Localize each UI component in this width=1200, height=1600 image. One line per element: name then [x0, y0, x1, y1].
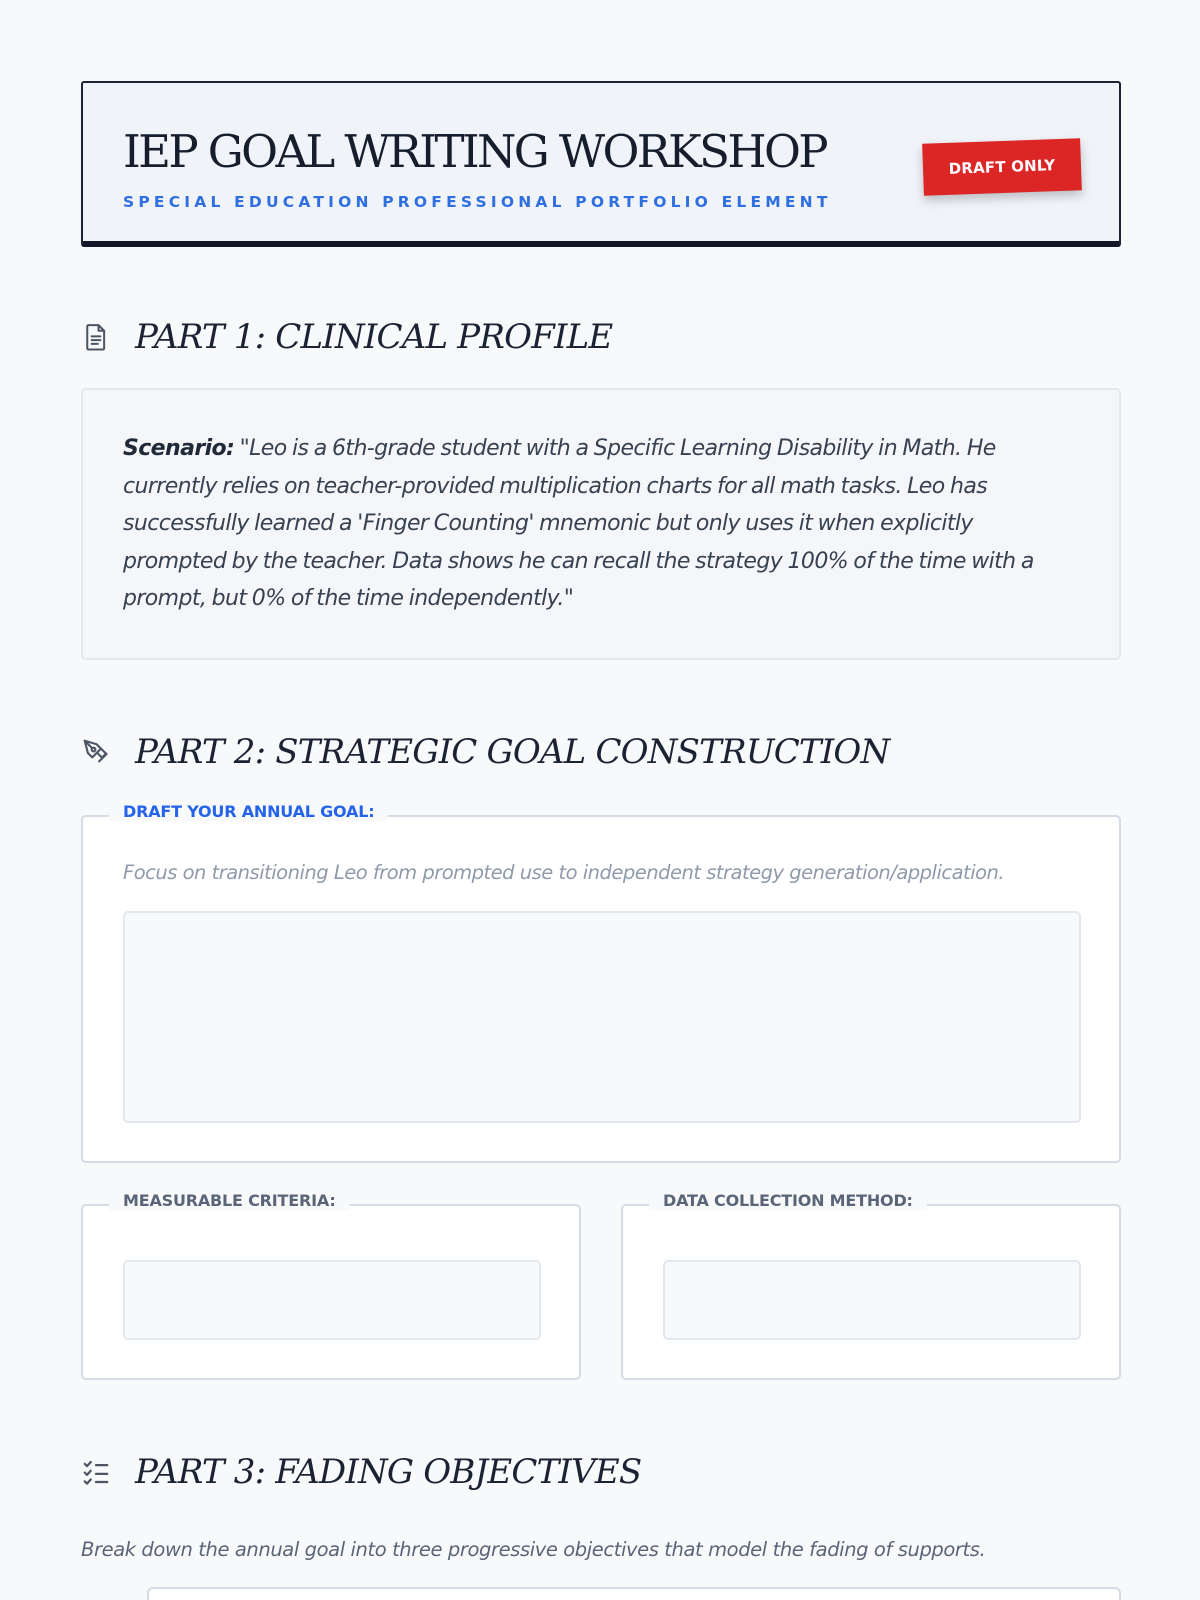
page-title: IEP GOAL WRITING WORKSHOP — [123, 125, 826, 178]
measurable-criteria-input[interactable] — [123, 1260, 541, 1340]
data-collection-label: DATA COLLECTION METHOD: — [649, 1191, 927, 1210]
data-collection-input[interactable] — [663, 1260, 1081, 1340]
part3-title: PART 3: FADING OBJECTIVES — [135, 1452, 642, 1492]
annual-goal-label: DRAFT YOUR ANNUAL GOAL: — [109, 802, 388, 821]
scenario-text: "Leo is a 6th-grade student with a Specific Learning Disability in Math. He currently relies on teacher-provided multiplication charts for all math tasks. Leo has successfully learned a 'Finger Counting' mnemonic but only uses it when explicitly prompted by the teacher. Data shows he can recall the strategy 100% of the time with a prompt, but 0% of the time independently." — [123, 436, 1034, 611]
annual-goal-textarea[interactable] — [123, 911, 1081, 1123]
part2-title: PART 2: STRATEGIC GOAL CONSTRUCTION — [135, 732, 890, 772]
annual-goal-fieldset — [81, 802, 1121, 1163]
page-subtitle: SPECIAL EDUCATION PROFESSIONAL PORTFOLIO ELEMENT — [123, 193, 832, 211]
measurable-criteria-label: MEASURABLE CRITERIA: — [109, 1191, 350, 1210]
scenario-card — [81, 388, 1121, 660]
objective-card — [147, 1587, 1121, 1600]
part1-heading — [81, 317, 612, 357]
annual-goal-hint: Focus on transitioning Leo from prompted use to independent strategy generation/application. — [123, 861, 1005, 884]
document-icon — [81, 322, 111, 352]
measurable-criteria-fieldset — [81, 1191, 581, 1380]
part2-heading — [81, 732, 889, 772]
part3-description: Break down the annual goal into three progressive objectives that model the fading of supports. — [81, 1538, 986, 1561]
scenario-paragraph — [123, 430, 1079, 618]
part3-heading — [81, 1452, 641, 1492]
header-banner — [81, 81, 1121, 247]
pen-icon — [81, 737, 111, 767]
scenario-label: Scenario: — [123, 436, 235, 461]
part1-title: PART 1: CLINICAL PROFILE — [135, 317, 613, 357]
data-collection-fieldset — [621, 1191, 1121, 1380]
worksheet-page — [81, 81, 1121, 1561]
draft-badge: DRAFT ONLY — [922, 138, 1082, 195]
checklist-icon — [81, 1457, 111, 1487]
